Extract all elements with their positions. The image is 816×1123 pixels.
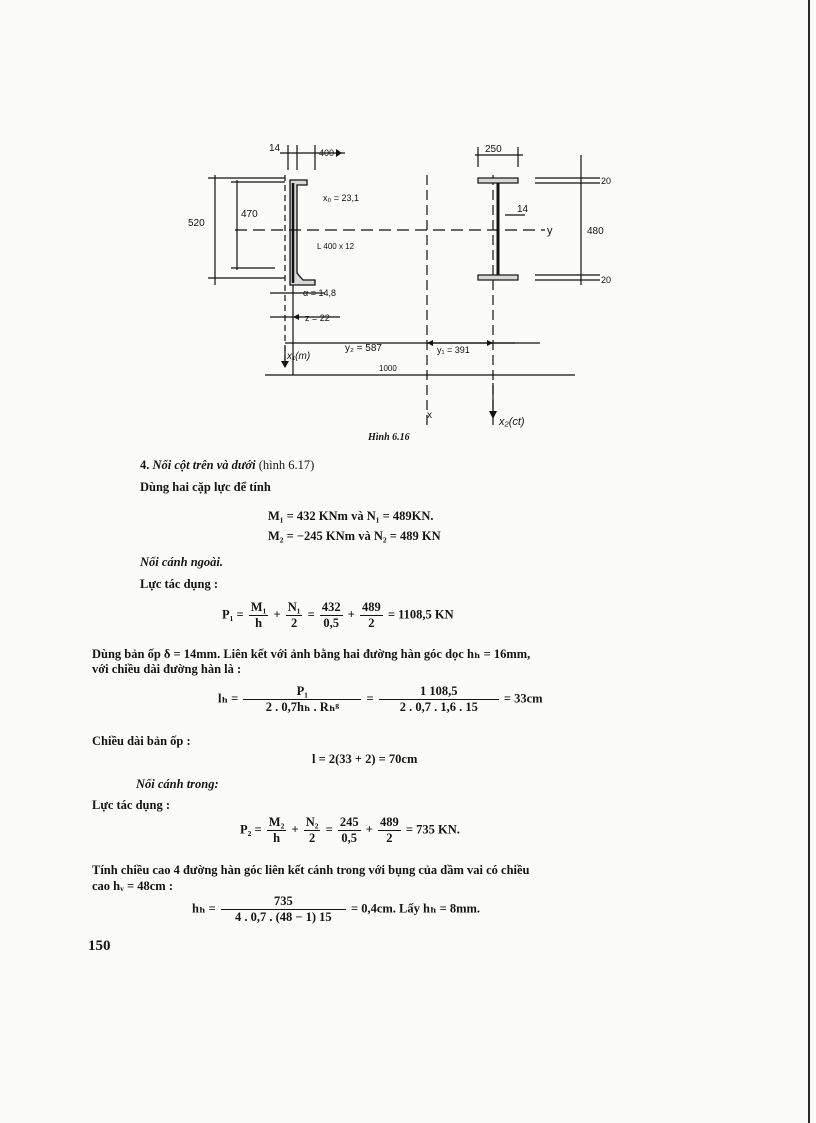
label-x2: x₂(ct) xyxy=(499,416,525,428)
p1-frac-1-num: M₁ xyxy=(250,600,267,614)
label-web-14: 14 xyxy=(517,204,529,215)
p2-frac-3 xyxy=(338,815,361,846)
p1-frac-1 xyxy=(249,600,269,631)
cross-section-drawing xyxy=(175,135,635,435)
label-520: 520 xyxy=(188,218,205,229)
weld-line-2: cao hᵥ = 48cm : xyxy=(92,879,173,893)
weld-line-1: Tính chiều cao 4 đường hàn góc liên kết cánh trong với bụng của dầm vai có chiều xyxy=(92,863,530,877)
p1-frac-2-den: 2 xyxy=(290,616,298,630)
force-label-1: Lực tác dụng : xyxy=(140,577,218,591)
label-250: 250 xyxy=(485,144,502,155)
label-x1: x₁(m) xyxy=(287,351,311,362)
equation-hh xyxy=(192,894,480,925)
p2-frac-1-num: M₂ xyxy=(268,815,285,829)
section-number: 4. xyxy=(140,458,150,472)
lh-lhs: lₕ = xyxy=(218,691,239,706)
p1-frac-1-den: h xyxy=(255,616,263,630)
p2-lhs: P₂ = xyxy=(240,822,262,837)
figure-6-16 xyxy=(175,135,635,435)
label-y2: y₂ = 587 xyxy=(345,343,382,354)
label-alpha: α = 14,8 xyxy=(303,288,336,298)
label-x0: x₀ = 23,1 xyxy=(323,193,360,203)
plate-length-equation: l = 2(33 + 2) = 70cm xyxy=(312,752,418,766)
p1-result: = 1108,5 KN xyxy=(387,607,454,622)
equation-p2: P₂ = $\frac{\text{M₂}}{h}$ + $\frac{\text{N₂}}{2}$ = $\frac{245}{0,5}$ + $\frac{489}{2}$ = 735 KN. xyxy=(240,815,460,845)
page-edge-line xyxy=(808,0,810,1123)
equation-p1: P₁ = $\frac{\text{M₁}}{h}$ + $\frac{\text{N₁}}{2}$ = $\frac{432}{0,5}$ + $\frac{489}{2}$ = 1108,5 KN xyxy=(222,600,454,630)
p1-frac-4-num: 489 xyxy=(361,600,381,614)
label-400: 400 xyxy=(319,148,335,158)
figure-caption: Hình 6.16 xyxy=(368,432,410,443)
p2-result: = 735 KN. xyxy=(405,822,460,837)
lh-result: = 33cm xyxy=(503,691,543,706)
label-y1: y₁ = 391 xyxy=(437,345,470,355)
p2-frac-4-den: 2 xyxy=(386,831,393,845)
hh-result: = 0,4cm. Lấy hₕ = 8mm. xyxy=(350,901,481,916)
section-4-heading xyxy=(140,458,314,473)
m2-line: M₂ = −245 KNm và N₂ = 489 KN xyxy=(268,529,441,543)
inner-flange-heading: Nối cánh trong: xyxy=(136,777,219,791)
p2-frac-4 xyxy=(378,815,401,846)
label-z: z = 22 xyxy=(305,313,330,323)
p2-frac-1-den: h xyxy=(273,831,281,845)
plate-length-label: Chiều dài bản ốp : xyxy=(92,734,191,748)
section-figure-ref: (hình 6.17) xyxy=(258,458,315,472)
m1-line: M₁ = 432 KNm và N₁ = 489KN. xyxy=(268,509,434,523)
label-480: 480 xyxy=(587,226,604,237)
plate-line-2: với chiều dài đường hàn là : xyxy=(92,662,242,676)
hh-frac xyxy=(221,894,346,925)
hh-lhs: hₕ = xyxy=(192,901,216,916)
p2-frac-2-den: 2 xyxy=(308,831,316,845)
hh-frac-num: 735 xyxy=(221,894,346,910)
section-title: Nối cột trên và dưới xyxy=(152,458,256,472)
label-angle: L 400 x 12 xyxy=(317,242,355,251)
lh-frac-1 xyxy=(243,684,361,715)
p2-frac-4-num: 489 xyxy=(379,815,399,829)
p2-frac-1 xyxy=(267,815,287,846)
equation-lh: lₕ = $\frac{\text{P₁}}{\text{2 . 0,7hₕ . Rₕᵍ}}$ = $\frac{1 108,5}{2 . 0,7 . 1,6 . 15}$ = 33cm xyxy=(218,684,543,714)
label-1000: 1000 xyxy=(379,364,397,373)
label-14-top: 14 xyxy=(269,143,281,154)
p1-frac-3-num: 432 xyxy=(321,600,341,614)
label-20-bottom: 20 xyxy=(601,275,612,285)
p1-frac-4 xyxy=(360,600,383,631)
p2-frac-2-num: N₂ xyxy=(305,815,319,829)
p1-frac-2-num: N₁ xyxy=(287,600,301,614)
p2-frac-3-den: 0,5 xyxy=(341,831,358,845)
label-y-axis: y xyxy=(547,225,553,237)
p1-frac-2 xyxy=(286,600,303,631)
lh-frac-2-num: 1 108,5 xyxy=(379,684,499,700)
p2-frac-2 xyxy=(304,815,321,846)
label-470: 470 xyxy=(241,209,258,220)
force-label-2: Lực tác dụng : xyxy=(92,798,170,812)
lh-frac-1-den: 2 . 0,7hₕ . Rₕᵍ xyxy=(265,700,340,714)
p2-frac-3-num: 245 xyxy=(339,815,359,829)
label-x-axis: x xyxy=(427,410,432,421)
hh-frac-den: 4 . 0,7 . (48 − 1) 15 xyxy=(234,910,332,924)
lh-frac-1-num: P₁ xyxy=(243,684,361,700)
lh-frac-2-den: 2 . 0,7 . 1,6 . 15 xyxy=(399,700,478,714)
page-number: 150 xyxy=(88,938,111,954)
label-20-top: 20 xyxy=(601,176,612,186)
outer-flange-heading: Nối cánh ngoài. xyxy=(140,555,224,569)
p1-lhs: P₁ = xyxy=(222,607,244,622)
lh-frac-2 xyxy=(379,684,499,715)
plate-line-1: Dùng bản ốp δ = 14mm. Liên kết với ảnh bằng hai đường hàn góc dọc hₕ = 16mm, xyxy=(92,647,531,661)
p1-frac-3 xyxy=(320,600,343,631)
p1-frac-4-den: 2 xyxy=(368,616,375,630)
p1-frac-3-den: 0,5 xyxy=(323,616,340,630)
use-pairs-line: Dùng hai cặp lực để tính xyxy=(140,480,271,494)
